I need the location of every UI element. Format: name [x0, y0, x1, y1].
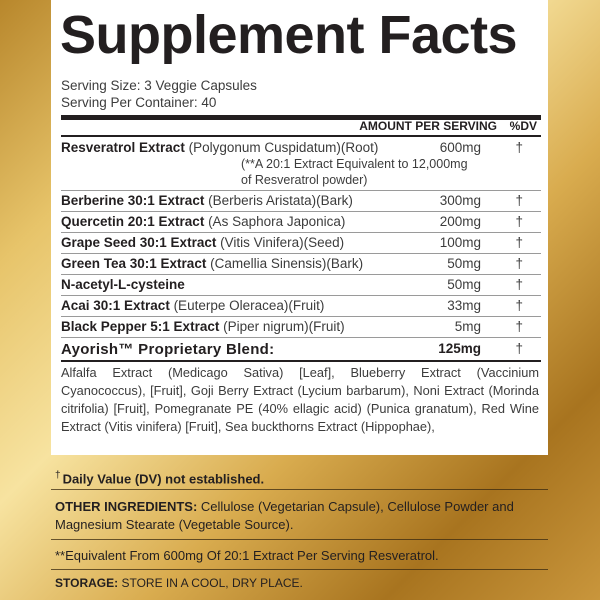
storage-label: STORAGE:	[55, 576, 119, 590]
nutrient-amount: 33mg	[447, 298, 481, 313]
dv-dagger: †	[515, 319, 523, 334]
nutrient-amount: 5mg	[454, 319, 481, 334]
column-header	[61, 119, 541, 135]
nutrient-row-black-pepper	[61, 317, 541, 338]
other-ingredients-text: Cellulose (Vegetarian Capsule), Cellulose Powder and Magnesium Stearate (Vegetable Source).	[55, 499, 514, 532]
nutrient-name: Berberine 30:1 Extract (Berberis Aristata)(Bark)	[61, 193, 353, 208]
nutrient-row-nac	[61, 275, 541, 296]
nutrient-amount: 50mg	[447, 277, 481, 292]
nutrient-name: Grape Seed 30:1 Extract (Vitis Vinifera)(Seed)	[61, 235, 345, 250]
nutrient-row-acai	[61, 296, 541, 317]
nutrient-name: Resveratrol Extract (Polygonum Cuspidatum)(Root)	[61, 140, 379, 155]
storage-instructions	[55, 576, 303, 590]
nutrient-amount: 100mg	[439, 235, 481, 250]
divider	[51, 539, 548, 540]
nutrient-amount: 600mg	[439, 140, 481, 155]
nutrient-row-green-tea	[61, 254, 541, 275]
dv-footnote: † Daily Value (DV) not established.	[55, 470, 265, 487]
equivalent-note: **Equivalent From 600mg Of 20:1 Extract Per Serving Resveratrol.	[55, 548, 439, 563]
dv-dagger: †	[515, 193, 523, 208]
dv-dagger: †	[515, 341, 523, 356]
blend-ingredients: Alfalfa Extract (Medicago Sativa) [Leaf], Blueberry Extract (Vaccinium Cyanococcus), [Fruit], Goji Berry Extract (Lycium barbarum), Noni Extract (Morinda citrifolia) [Fruit], Pomegranate PE (40% ellagic acid) (Punica granatum), Red Wine Extract (Vitis vinifera) [Fruit], Sea buckthorns Extract (Hippophae),	[61, 365, 539, 434]
nutrient-name: Acai 30:1 Extract (Euterpe Oleracea)(Fruit)	[61, 298, 325, 313]
dv-dagger: †	[515, 140, 523, 155]
supplement-facts-panel	[51, 0, 548, 455]
servings-per-container: Serving Per Container: 40	[61, 95, 217, 110]
dv-dagger: †	[515, 277, 523, 292]
nutrient-row-berberine	[61, 191, 541, 212]
blend-name: Ayorish™ Proprietary Blend:	[61, 341, 275, 358]
resveratrol-note: (**A 20:1 Extract Equivalent to 12,000mg of Resveratrol powder)	[241, 157, 468, 187]
nutrient-amount: 300mg	[439, 193, 481, 208]
storage-text: STORE IN A COOL, DRY PLACE.	[118, 576, 303, 590]
nutrient-row-resveratrol	[61, 139, 541, 191]
serving-size: Serving Size: 3 Veggie Capsules	[61, 78, 257, 93]
divider	[51, 569, 548, 570]
nutrient-name: N-acetyl-L-cysteine	[61, 277, 185, 292]
dv-dagger: †	[515, 256, 523, 271]
dv-dagger: †	[515, 235, 523, 250]
panel-title: Supplement Facts	[60, 5, 518, 65]
dv-dagger: †	[515, 214, 523, 229]
amount-header: AMOUNT PER SERVING	[359, 119, 497, 133]
divider	[51, 489, 548, 490]
nutrient-name: Quercetin 20:1 Extract (As Saphora Japonica)	[61, 214, 346, 229]
nutrient-name: Green Tea 30:1 Extract (Camellia Sinensis)(Bark)	[61, 256, 364, 271]
nutrient-row-grape-seed	[61, 233, 541, 254]
other-ingredients-label: OTHER INGREDIENTS:	[55, 499, 198, 514]
dv-dagger: †	[515, 298, 523, 313]
dv-dagger: †	[55, 470, 61, 481]
blend-amount: 125mg	[438, 341, 481, 356]
nutrient-amount: 50mg	[447, 256, 481, 271]
proprietary-blend-row	[61, 338, 541, 362]
dv-header: %DV	[509, 119, 537, 133]
nutrient-name: Black Pepper 5:1 Extract (Piper nigrum)(Fruit)	[61, 319, 345, 334]
other-ingredients	[55, 498, 545, 534]
nutrient-amount: 200mg	[439, 214, 481, 229]
nutrient-row-quercetin	[61, 212, 541, 233]
header-divider	[61, 135, 541, 137]
